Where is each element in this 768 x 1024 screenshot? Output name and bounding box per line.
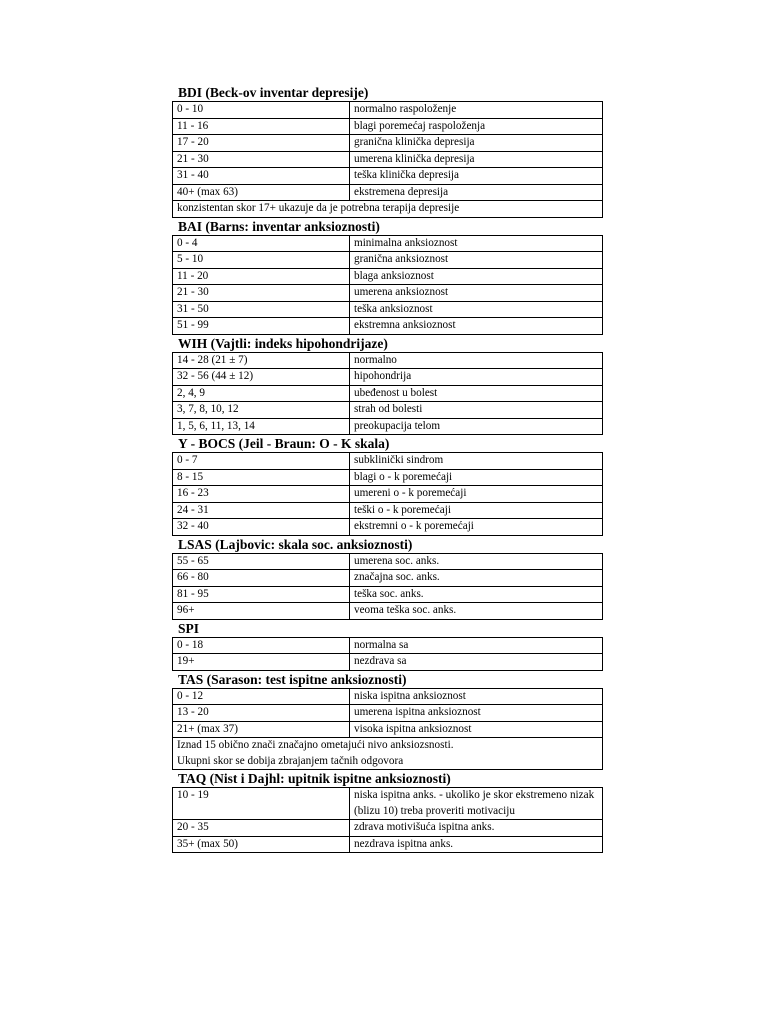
table-row [173, 235, 603, 252]
score-range-cell: 19+ [173, 654, 350, 671]
score-range-cell: 1, 5, 6, 11, 13, 14 [173, 418, 350, 435]
score-range-cell: 32 - 56 (44 ± 12) [173, 369, 350, 386]
scale-section [172, 335, 598, 436]
table-row [173, 469, 603, 486]
interpretation-cell: ekstremna anksioznost [350, 318, 603, 335]
interpretation-cell: teška anksioznost [350, 301, 603, 318]
score-range-cell: 66 - 80 [173, 570, 350, 587]
interpretation-cell: blaga anksioznost [350, 268, 603, 285]
scale-section [172, 218, 598, 335]
score-range-cell: 0 - 12 [173, 688, 350, 705]
score-table [172, 637, 603, 671]
score-range-cell: 96+ [173, 603, 350, 620]
table-note-cell: konzistentan skor 17+ ukazuje da je potrebna terapija depresije [173, 201, 603, 218]
table-row [173, 352, 603, 369]
scale-section [172, 671, 598, 771]
score-table [172, 452, 603, 536]
interpretation-cell: umerena anksioznost [350, 285, 603, 302]
interpretation-cell: umerena klinička depresija [350, 151, 603, 168]
interpretation-cell: zdrava motivišuća ispitna anks. [350, 820, 603, 837]
table-row [173, 705, 603, 722]
table-row [173, 820, 603, 837]
interpretation-cell: granična klinička depresija [350, 135, 603, 152]
score-range-cell: 11 - 20 [173, 268, 350, 285]
score-range-cell: 5 - 10 [173, 252, 350, 269]
table-row [173, 168, 603, 185]
interpretation-cell: ekstremena depresija [350, 184, 603, 201]
table-note-cell: Iznad 15 obično znači značajno ometajući nivo anksiozsnosti. Ukupni skor se dobija zbrajanjem tačnih odgovora [173, 738, 603, 770]
score-range-cell: 20 - 35 [173, 820, 350, 837]
score-range-cell: 0 - 18 [173, 637, 350, 654]
score-range-cell: 81 - 95 [173, 586, 350, 603]
interpretation-cell: veoma teška soc. anks. [350, 603, 603, 620]
interpretation-cell: umerena soc. anks. [350, 553, 603, 570]
table-row [173, 418, 603, 435]
table-row [173, 688, 603, 705]
interpretation-cell: značajna soc. anks. [350, 570, 603, 587]
table-row [173, 654, 603, 671]
table-row [173, 369, 603, 386]
interpretation-cell: granična anksioznost [350, 252, 603, 269]
score-range-cell: 35+ (max 50) [173, 836, 350, 853]
table-row [173, 135, 603, 152]
scale-section [172, 84, 598, 218]
interpretation-cell: niska ispitna anksioznost [350, 688, 603, 705]
interpretation-cell: niska ispitna anks. - ukoliko je skor ekstremeno nizak (blizu 10) treba proveriti motivaciju [350, 788, 603, 820]
table-row [173, 285, 603, 302]
section-title: LSAS (Lajbovic: skala soc. anksioznosti) [178, 536, 413, 552]
table-row [173, 586, 603, 603]
table-row [173, 184, 603, 201]
score-range-cell: 31 - 40 [173, 168, 350, 185]
table-row [173, 553, 603, 570]
interpretation-cell: teška soc. anks. [350, 586, 603, 603]
table-row [173, 268, 603, 285]
table-row [173, 603, 603, 620]
score-range-cell: 32 - 40 [173, 519, 350, 536]
interpretation-cell: ubeđenost u bolest [350, 385, 603, 402]
section-title: BAI (Barns: inventar anksioznosti) [178, 218, 380, 234]
score-range-cell: 11 - 16 [173, 118, 350, 135]
table-row [173, 102, 603, 119]
interpretation-cell: ekstremni o - k poremećaji [350, 519, 603, 536]
table-row [173, 519, 603, 536]
section-title: BDI (Beck-ov inventar depresije) [178, 85, 369, 100]
score-table [172, 101, 603, 218]
table-row [173, 252, 603, 269]
score-reference-document [172, 84, 598, 853]
score-table [172, 352, 603, 436]
table-row [173, 836, 603, 853]
score-range-cell: 16 - 23 [173, 486, 350, 503]
interpretation-cell: nezdrava sa [350, 654, 603, 671]
score-range-cell: 13 - 20 [173, 705, 350, 722]
score-table [172, 688, 603, 771]
interpretation-cell: subklinički sindrom [350, 453, 603, 470]
table-row [173, 385, 603, 402]
scale-section [172, 770, 598, 853]
score-range-cell: 2, 4, 9 [173, 385, 350, 402]
interpretation-cell: normalna sa [350, 637, 603, 654]
score-range-cell: 0 - 10 [173, 102, 350, 119]
table-row [173, 402, 603, 419]
table-row [173, 788, 603, 820]
interpretation-cell: blagi poremećaj raspoloženja [350, 118, 603, 135]
interpretation-cell: normalno raspoloženje [350, 102, 603, 119]
interpretation-cell: normalno [350, 352, 603, 369]
table-row [173, 738, 603, 770]
table-row [173, 118, 603, 135]
score-range-cell: 31 - 50 [173, 301, 350, 318]
interpretation-cell: umerena ispitna anksioznost [350, 705, 603, 722]
section-title: TAQ (Nist i Dajhl: upitnik ispitne anksioznosti) [178, 771, 451, 786]
scale-section [172, 435, 598, 536]
score-range-cell: 0 - 7 [173, 453, 350, 470]
interpretation-cell: umereni o - k poremećaji [350, 486, 603, 503]
score-range-cell: 55 - 65 [173, 553, 350, 570]
score-range-cell: 21 - 30 [173, 151, 350, 168]
table-row [173, 453, 603, 470]
table-row [173, 570, 603, 587]
interpretation-cell: teški o - k poremećaji [350, 502, 603, 519]
score-table [172, 787, 603, 853]
scale-section [172, 536, 598, 620]
interpretation-cell: minimalna anksioznost [350, 235, 603, 252]
table-row [173, 486, 603, 503]
score-range-cell: 51 - 99 [173, 318, 350, 335]
section-title: TAS (Sarason: test ispitne anksioznosti) [178, 671, 407, 687]
score-range-cell: 8 - 15 [173, 469, 350, 486]
table-row [173, 502, 603, 519]
table-row [173, 637, 603, 654]
interpretation-cell: hipohondrija [350, 369, 603, 386]
table-row [173, 201, 603, 218]
interpretation-cell: teška klinička depresija [350, 168, 603, 185]
scale-section [172, 620, 598, 671]
interpretation-cell: visoka ispitna anksioznost [350, 721, 603, 738]
score-table [172, 553, 603, 620]
score-table [172, 235, 603, 335]
score-range-cell: 0 - 4 [173, 235, 350, 252]
table-row [173, 151, 603, 168]
section-title: Y - BOCS (Jeil - Braun: O - K skala) [178, 436, 390, 451]
score-range-cell: 21 - 30 [173, 285, 350, 302]
interpretation-cell: nezdrava ispitna anks. [350, 836, 603, 853]
interpretation-cell: blagi o - k poremećaji [350, 469, 603, 486]
score-range-cell: 21+ (max 37) [173, 721, 350, 738]
table-row [173, 721, 603, 738]
score-range-cell: 3, 7, 8, 10, 12 [173, 402, 350, 419]
score-range-cell: 40+ (max 63) [173, 184, 350, 201]
section-title: SPI [178, 620, 200, 636]
interpretation-cell: strah od bolesti [350, 402, 603, 419]
table-row [173, 301, 603, 318]
score-range-cell: 10 - 19 [173, 788, 350, 820]
score-range-cell: 14 - 28 (21 ± 7) [173, 352, 350, 369]
section-title: WIH (Vajtli: indeks hipohondrijaze) [178, 335, 388, 351]
score-range-cell: 24 - 31 [173, 502, 350, 519]
interpretation-cell: preokupacija telom [350, 418, 603, 435]
score-range-cell: 17 - 20 [173, 135, 350, 152]
table-row [173, 318, 603, 335]
